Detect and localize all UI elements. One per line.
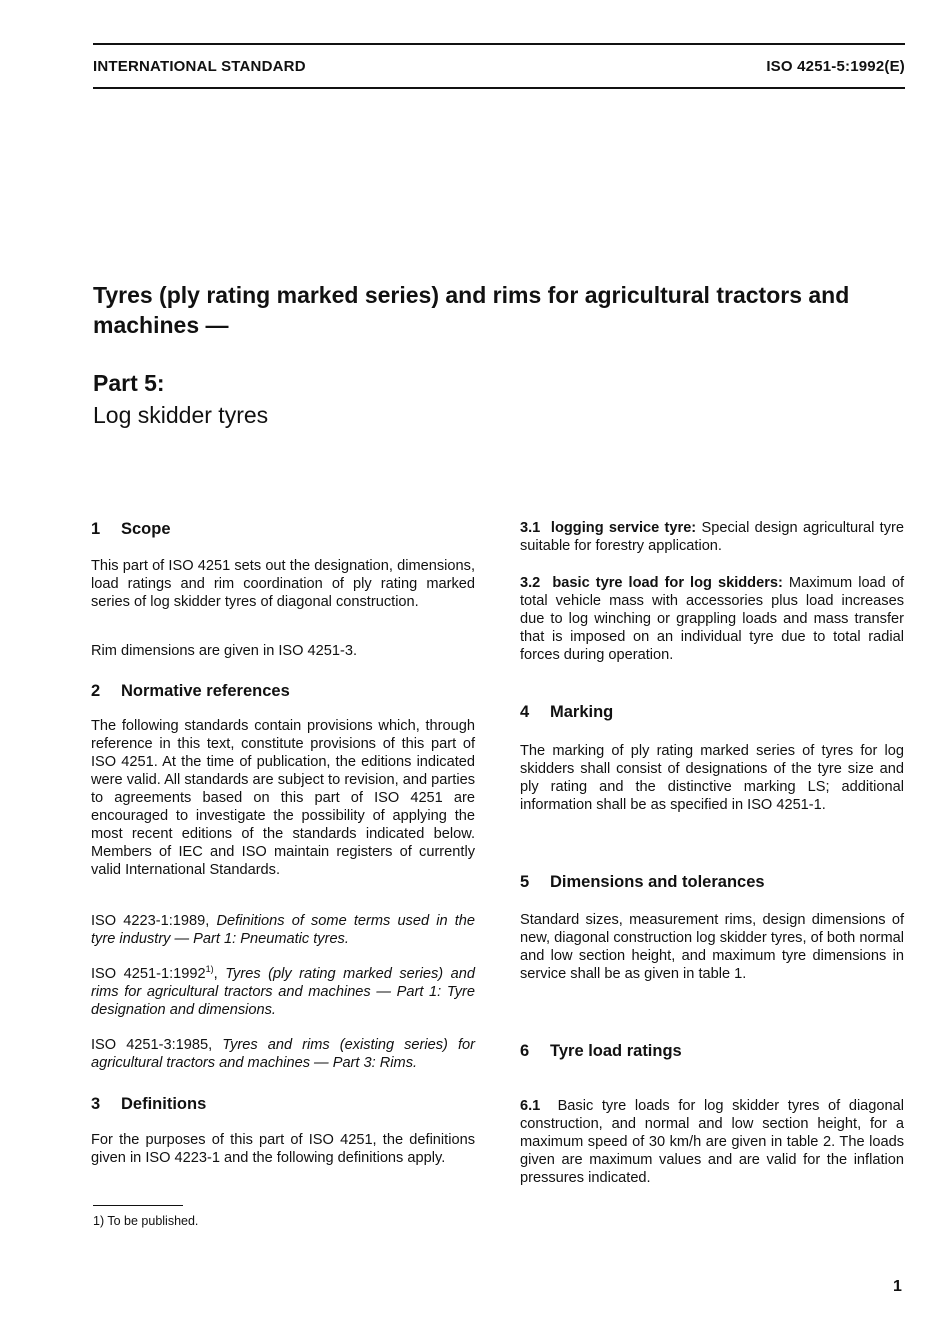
section-number: 3 — [91, 1095, 101, 1113]
section-number: 4 — [520, 703, 530, 721]
marking-paragraph: The marking of ply rating marked series of tyres for log skidders shall consist of designations of the tyre size and ply rating and the distinctive marking LS; additional information shall be as specified in ISO 4251-1. — [520, 743, 904, 813]
normative-references-paragraph: The following standards contain provisions which, through reference in this text, constitute provisions of this part of ISO 4251. At the time of publication, the editions indicated were valid. All standards are subject to revision, and parties to agreements based on this part of ISO 4251 are encouraged to investigate the possibility of applying the most recent editions of the standards indicated below. Members of IEC and ISO maintain registers of currently valid International Standards. — [91, 718, 475, 878]
section-number: 5 — [520, 873, 530, 891]
section-heading-definitions — [91, 1095, 475, 1113]
reference-iso-4223-1 — [91, 912, 475, 948]
footnote: 1) To be published. — [93, 1214, 199, 1228]
clause-number: 6.1 — [520, 1098, 541, 1114]
section-title: Dimensions and tolerances — [550, 873, 765, 891]
section-number: 1 — [91, 520, 101, 538]
clause-text: Basic tyre loads for log skidder tyres of diagonal construction, and normal and low section height, for a maximum speed of 30 km/h are given in table 2. The loads given are maximum values and are valid for the inflation pressures indicated. — [520, 1098, 905, 1186]
reference-code-suffix: , — [213, 966, 218, 982]
reference-title: Tyres (ply rating marked series) and rims for agricultural tractors and machines — Part 1: Tyre designation and dimensions. — [91, 966, 476, 1018]
section-title: Marking — [550, 703, 614, 721]
reference-title: Tyres and rims (existing series) for agricultural tractors and machines — Part 3: Rims. — [91, 1037, 475, 1071]
definition-text: Special design agricultural tyre suitable for forestry application. — [520, 520, 904, 554]
section-heading-dimensions — [520, 873, 904, 891]
scope-paragraph: This part of ISO 4251 sets out the designation, dimensions, load ratings and rim coordination of ply rating marked series of log skidder tyres of diagonal construction. — [91, 558, 475, 610]
section-title: Tyre load ratings — [550, 1042, 682, 1060]
section-title: Scope — [121, 520, 171, 538]
page-number: 1 — [893, 1278, 902, 1295]
dimensions-paragraph: Standard sizes, measurement rims, design dimensions of new, diagonal construction log skidder tyres, of both normal and low section height, and maximum tyre dimensions in service shall be as given in table 1. — [520, 912, 904, 982]
definition-number: 3.2 — [520, 575, 541, 591]
section-heading-normative-references — [91, 682, 475, 700]
footnote-marker: 1) — [205, 964, 214, 975]
header-document-number: ISO 4251-5:1992(E) — [766, 58, 905, 75]
header-bottom-rule — [93, 87, 905, 89]
header-top-rule — [93, 43, 905, 45]
reference-title: Definitions of some terms used in the tyre industry — Part 1: Pneumatic tyres. — [91, 913, 475, 947]
reference-iso-4251-3 — [91, 1036, 475, 1072]
definition-term: basic tyre load for log skidders: — [552, 575, 783, 591]
section-heading-load-ratings — [520, 1042, 904, 1060]
reference-code: ISO 4223-1:1989, — [91, 913, 210, 929]
scope-rim-note: Rim dimensions are given in ISO 4251-3. — [91, 643, 358, 659]
definition-3-1 — [520, 519, 904, 555]
section-heading-marking — [520, 703, 904, 721]
footnote-rule — [93, 1205, 183, 1206]
section-number: 2 — [91, 682, 101, 700]
part-label: Part 5: — [93, 370, 165, 396]
definition-term: logging service tyre: — [550, 520, 697, 536]
part-name: Log skidder tyres — [93, 402, 269, 428]
definition-text: Maximum load of total vehicle mass with accessories plus load increases due to log winching or grappling loads and mass transfer that is imposed on an individual tyre due to total radial forces during operation. — [520, 575, 904, 663]
document-title: Tyres (ply rating marked series) and rims for agricultural tractors and machines — — [93, 282, 850, 338]
clause-6-1 — [520, 1097, 904, 1187]
section-title: Normative references — [121, 682, 290, 700]
definition-3-2 — [520, 574, 904, 664]
section-heading-scope — [91, 520, 475, 538]
reference-code: ISO 4251-1:1992 — [91, 966, 206, 982]
definition-number: 3.1 — [520, 520, 541, 536]
reference-iso-4251-1 — [91, 965, 475, 1019]
header-standard-type: INTERNATIONAL STANDARD — [93, 58, 306, 75]
section-number: 6 — [520, 1042, 530, 1060]
section-title: Definitions — [121, 1095, 207, 1113]
reference-code: ISO 4251-3:1985, — [91, 1037, 213, 1053]
definitions-paragraph: For the purposes of this part of ISO 4251, the definitions given in ISO 4223-1 and the following definitions apply. — [91, 1132, 475, 1166]
